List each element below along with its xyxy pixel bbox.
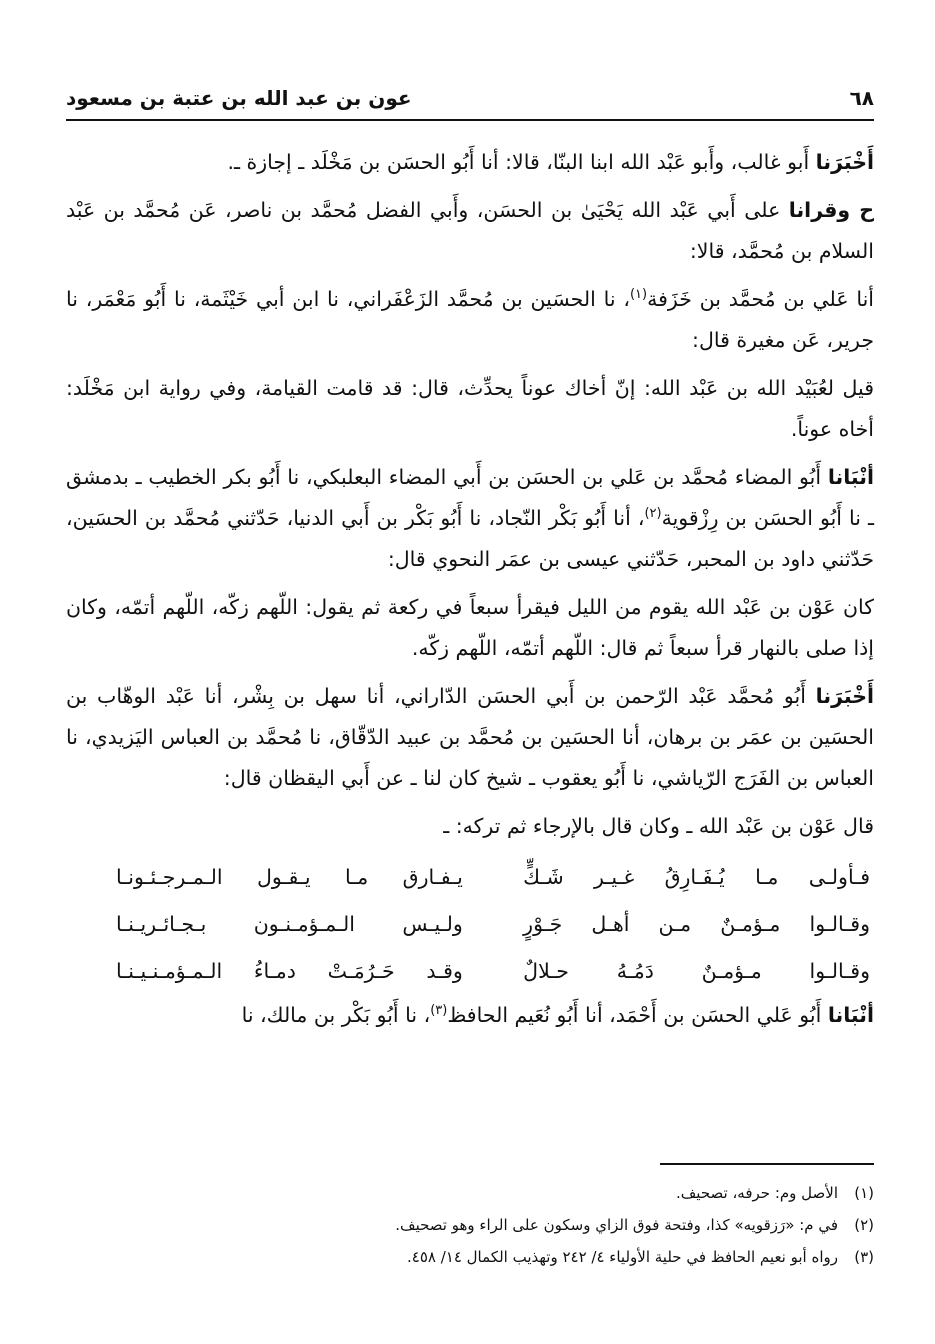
paragraph-2 (66, 190, 874, 272)
paragraph-lead: أَخْبَرَنا (815, 684, 874, 708)
paragraph-text: قال عَوْن بن عَبْد الله ـ وكان قال بالإرجاء ثم تركه: ـ (443, 814, 874, 838)
poem (66, 854, 874, 995)
paragraph-text: على أَبي عَبْد الله يَحْيَىٰ بن الحسَن، وأَبي الفضل مُحمَّد بن ناصر، عَن مُحمَّد بن عَبْد السلام بن مُحمَّد، قالا: (66, 198, 874, 263)
paragraph-7 (66, 676, 874, 799)
footnote-text: في م: «رَزقويه» كذا، وفتحة فوق الزاي وسكون على الراء وهو تصحيف. (395, 1216, 838, 1234)
paragraph-text: أنا عَلي بن مُحمَّد بن خَزَفة (647, 287, 874, 311)
verse-line (66, 901, 874, 948)
paragraph-text: أَبُو المضاء مُحمَّد بن عَلي بن الحسَن بن أَبي المضاء البعلبكي، نا أَبُو بكر الخطيب ـ بدمشق ـ نا أَبُو الحسَن بن رِزْقوية (66, 465, 874, 530)
paragraph-text: أَبُو مُحمَّد عَبْد الرّحمن بن أَبي الحسَن الدّاراني، أنا سهل بن بِشْر، أنا عَبْد الوهّاب بن الحسَين بن عمَر بن برهان، أنا الحسَين بن مُحمَّد بن عبيد الدّقّاق، نا مُحمَّد بن العباس اليَزيدي، نا العباس بن الفَرَج الرّياشي، نا أَبُو يعقوب ـ شيخ كان لنا ـ عن أَبي اليقظان قال: (66, 684, 874, 790)
paragraph-3 (66, 279, 874, 361)
footnote-3 (66, 1241, 874, 1273)
footnote-ref-2[interactable]: (٢) (644, 506, 662, 521)
paragraph-lead: ح وقرانا (788, 198, 874, 222)
paragraph-text: كان عَوْن بن عَبْد الله يقوم من الليل فيقرأ سبعاً في ركعة ثم يقول: اللّهم زكّه، اللّهم أتمّه، وكان إذا صلى بالنهار قرأ سبعاً ثم قال: اللّهم أتمّه، اللّهم زكّه. (66, 595, 874, 660)
verse-line (66, 854, 874, 901)
paragraph-1 (66, 142, 874, 183)
verse-first-hemistich: وقـالـوا مـؤمـنٌ مـن أهـل جَـوْرٍ (523, 912, 870, 936)
paragraph-text: أَبو غالب، وأَبو عَبْد الله ابنا البنّا، قالا: أنا أَبُو الحسَن بن مَخْلَد ـ إجازة ـ. (227, 150, 816, 174)
footnote-number: (١) (854, 1184, 874, 1202)
verse-first-hemistich: وقـالـوا مـؤمـنٌ دَمُـهُ حـلالٌ (523, 959, 870, 983)
footnote-text: رواه أبو نعيم الحافظ في حلية الأولياء ٤/ ٢٤٢ وتهذيب الكمال ١٤/ ٤٥٨. (406, 1248, 838, 1266)
paragraph-text-cont: ، أنا أَبُو بَكْر النّجاد، نا أَبُو بَكْر بن أَبي الدنيا، حَدّثني مُحمَّد بن الحسَين، حَدّثني داود بن المحبر، حَدّثني عيسى بن عمَر النحوي قال: (66, 506, 874, 571)
header-rule (66, 119, 874, 121)
main-text (66, 142, 874, 1043)
paragraph-5 (66, 457, 874, 580)
paragraph-text: أَبُو عَلي الحسَن بن أَحْمَد، أنا أَبُو نُعَيم الحافظ (447, 1003, 828, 1027)
footnote-number: (٣) (854, 1248, 874, 1266)
footnotes (66, 1177, 874, 1273)
footnote-1 (66, 1177, 874, 1209)
verse-first-hemistich: فـأولـى مـا يُـفَـارِقُ غـيـر شَـكٍّ (523, 865, 870, 889)
paragraph-text: قيل لعُبَيْد الله بن عَبْد الله: إنّ أخاك عوناً يحدِّث، قال: قد قامت القيامة، وفي رواية ابن مَخْلَد: أخاه عوناً. (66, 376, 874, 441)
paragraph-8 (66, 806, 874, 847)
verse-second-hemistich: يـفـارق مـا يـقـول الـمـرجـئـونـا (116, 865, 463, 889)
page-number: ٦٨ (849, 86, 874, 110)
paragraph-lead: أنْبَانا (827, 465, 874, 489)
paragraph-6 (66, 587, 874, 669)
paragraph-lead: أنْبَانا (827, 1003, 874, 1027)
footnote-rule (660, 1163, 874, 1165)
running-title: عون بن عبد الله بن عتبة بن مسعود (66, 86, 412, 110)
page-header (66, 80, 874, 116)
verse-second-hemistich: ولـيـس الـمـؤمـنـون بـجـائـريـنـا (116, 912, 463, 936)
footnote-2 (66, 1209, 874, 1241)
footnote-number: (٢) (854, 1216, 874, 1234)
verse-second-hemistich: وقـد حَـرُمَـتْ دمـاءُ الـمـؤمـنـيـنـا (116, 959, 463, 983)
footnote-ref-1[interactable]: (١) (629, 287, 648, 302)
paragraph-9 (66, 995, 874, 1036)
paragraph-4 (66, 368, 874, 450)
footnote-ref-3[interactable]: (٣) (430, 1003, 448, 1018)
paragraph-text-cont: ، نا الحسَين بن مُحمَّد الزَعْفَراني، نا ابن أبي خَيْثَمة، نا أَبُو مَعْمَر، نا جرير، عَن مغيرة قال: (66, 287, 874, 352)
paragraph-lead: أَخْبَرَنا (815, 150, 874, 174)
footnote-text: الأصل وم: حرفه، تصحيف. (676, 1184, 838, 1202)
paragraph-text-cont: ، نا أَبُو بَكْر بن مالك، نا (241, 1003, 431, 1027)
verse-line (66, 948, 874, 995)
